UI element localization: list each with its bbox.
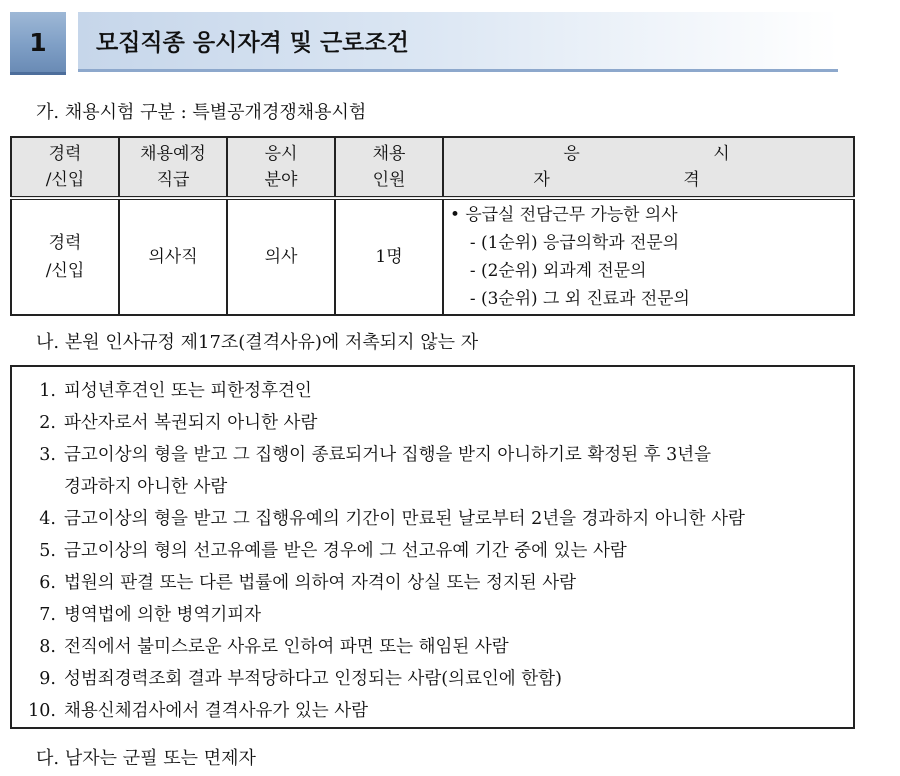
- list-item: 6. 법원의 판결 또는 다른 법률에 의하여 자격이 상실 또는 정지된 사람: [39, 573, 577, 593]
- part-c-heading: 다. 남자는 군필 또는 면제자: [36, 748, 256, 769]
- header-type: 경력 /신입: [11, 137, 119, 198]
- list-item: 2. 파산자로서 복권되지 아니한 사람: [39, 413, 318, 433]
- recruitment-table: [10, 136, 855, 316]
- table-row: [11, 198, 854, 315]
- table-header-row: [11, 137, 854, 198]
- list-item: 7. 병역법에 의한 병역기피자: [39, 605, 262, 625]
- list-item: 9. 성범죄경력조회 결과 부적당하다고 인정되는 사람(의료인에 한함): [39, 669, 562, 689]
- section-number: 1: [10, 12, 66, 75]
- cell-grade: 의사직: [119, 198, 227, 315]
- list-item: 경과하지 아니한 사람: [64, 477, 228, 497]
- header-count: 채용 인원: [335, 137, 443, 198]
- qualification-line: - (1순위) 응급의학과 전문의: [469, 233, 680, 253]
- qualification-line: • 응급실 전담근무 가능한 의사: [450, 205, 678, 225]
- header-field: 응시 분야: [227, 137, 335, 198]
- cell-field: 의사: [227, 198, 335, 315]
- qualification-line: - (3순위) 그 외 진료과 전문의: [469, 289, 690, 309]
- cell-count: 1명: [335, 198, 443, 315]
- header-qualification: 응 시 자 격: [443, 137, 854, 198]
- list-item: 8. 전직에서 불미스로운 사유로 인하여 파면 또는 해임된 사람: [39, 637, 509, 657]
- qualification-line: - (2순위) 외과계 전문의: [469, 261, 647, 281]
- list-item: 3. 금고이상의 형을 받고 그 집행이 종료되거나 집행을 받지 아니하기로 확정된 후 3년을: [39, 445, 712, 465]
- disqualification-list: [10, 365, 855, 729]
- list-item: 1. 피성년후견인 또는 피한정후견인: [39, 381, 312, 401]
- cell-type: 경력 /신입: [11, 198, 119, 315]
- list-item: 10. 채용신체검사에서 결격사유가 있는 사람: [28, 701, 369, 721]
- list-item: 4. 금고이상의 형을 받고 그 집행유예의 기간이 만료된 날로부터 2년을 경과하지 아니한 사람: [39, 509, 745, 529]
- part-b-heading: 나. 본원 인사규정 제17조(결격사유)에 저촉되지 않는 자: [36, 332, 479, 353]
- cell-qualification: [443, 198, 854, 315]
- list-item: 5. 금고이상의 형의 선고유예를 받은 경우에 그 선고유예 기간 중에 있는 사람: [39, 541, 627, 561]
- part-a-heading: 가. 채용시험 구분 : 특별공개경쟁채용시험: [36, 102, 367, 123]
- section-title: 모집직종 응시자격 및 근로조건: [78, 12, 838, 72]
- header-grade: 채용예정 직급: [119, 137, 227, 198]
